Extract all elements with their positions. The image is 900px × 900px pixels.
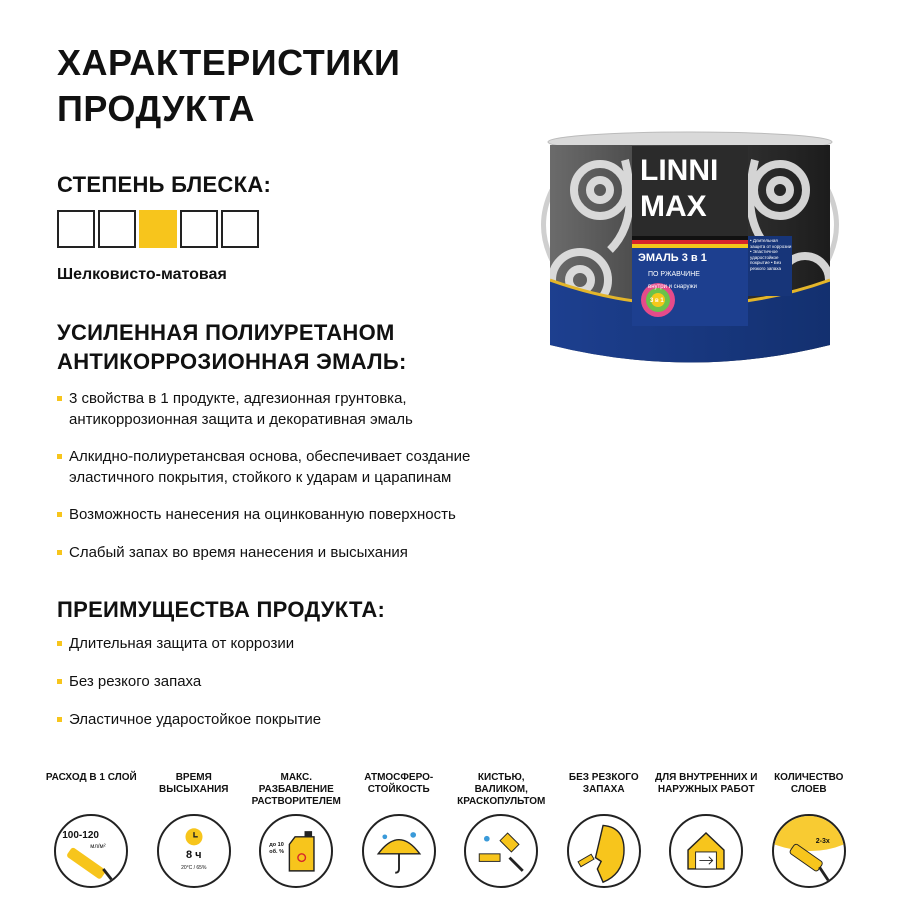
- feature-value: 8 ч: [185, 849, 202, 861]
- enamel-heading-line2: АНТИКОРРОЗИОННАЯ ЭМАЛЬ:: [57, 349, 407, 374]
- page-title-line2: ПРОДУКТА: [57, 88, 256, 129]
- product-badge: 3 в 1: [650, 298, 664, 304]
- feature-thinning: [245, 772, 348, 892]
- gloss-scale-box: [221, 210, 259, 248]
- gloss-heading: СТЕПЕНЬ БЛЕСКА:: [57, 172, 272, 197]
- gloss-scale-box: [139, 210, 177, 248]
- feature-odor: [553, 772, 656, 892]
- product-usage: внутри и снаружи: [648, 284, 697, 290]
- enamel-bullet-list: [57, 388, 537, 563]
- product-subtitle: ПО РЖАВЧИНЕ: [648, 271, 700, 278]
- feature-label: БЕЗ РЕЗКОГО ЗАПАХА: [568, 772, 639, 795]
- layers-roller-icon: [772, 814, 846, 888]
- list-item: Возможность нанесения на оцинкованную поверхность: [57, 504, 537, 525]
- gloss-scale-box: [180, 210, 218, 248]
- no-smell-icon: [567, 814, 641, 888]
- gloss-scale: [57, 210, 259, 248]
- enamel-heading: [57, 318, 407, 376]
- page-title: [57, 40, 400, 132]
- feature-value: 100-120: [62, 830, 99, 841]
- feature-label: КОЛИЧЕСТВО СЛОЕВ: [774, 772, 844, 795]
- roller-icon: [54, 814, 128, 888]
- feature-indoor-outdoor: [655, 772, 758, 892]
- list-item: 3 свойства в 1 продукте, адгезионная грунтовка, антикоррозионная защита и декоративная эмаль: [57, 388, 537, 430]
- feature-unit: мл/м²: [90, 844, 106, 850]
- feature-label: ВРЕМЯ ВЫСЫХАНИЯ: [158, 772, 229, 795]
- feature-unit: 20°С / 65%: [181, 865, 207, 871]
- feature-weather: [348, 772, 451, 892]
- feature-value: до 10 об. %: [269, 842, 284, 855]
- feature-row: [40, 772, 860, 892]
- advantages-heading: ПРЕИМУЩЕСТВА ПРОДУКТА:: [57, 597, 386, 622]
- product-name: ЭМАЛЬ 3 в 1: [638, 252, 707, 264]
- feature-label: АТМОСФЕРО-СТОЙКОСТЬ: [364, 772, 434, 795]
- gloss-scale-box: [98, 210, 136, 248]
- list-item: Эластичное ударостойкое покрытие: [57, 709, 537, 730]
- canister-icon: [259, 814, 333, 888]
- list-item: Без резкого запаха: [57, 671, 537, 692]
- list-item: Слабый запах во время нанесения и высыхания: [57, 542, 537, 563]
- page-title-line1: ХАРАКТЕРИСТИКИ: [57, 42, 401, 83]
- feature-application: [450, 772, 553, 892]
- feature-label: МАКС. РАЗБАВЛЕНИЕ РАСТВОРИТЕЛЕМ: [251, 772, 341, 807]
- clock-icon: [157, 814, 231, 888]
- feature-label: КИСТЬЮ, ВАЛИКОМ, КРАСКОПУЛЬТОМ: [457, 772, 546, 807]
- feature-coverage: [40, 772, 143, 892]
- gloss-scale-box: [57, 210, 95, 248]
- feature-label: РАСХОД В 1 СЛОЙ: [45, 772, 137, 783]
- tools-icon: [464, 814, 538, 888]
- list-item: Алкидно-полиуретансвая основа, обеспечивает создание эластичного покрытия, стойкого к ударам и царапинам: [57, 446, 537, 488]
- product-can-image: [540, 130, 840, 380]
- advantages-bullet-list: [57, 633, 537, 730]
- enamel-heading-line1: УСИЛЕННАЯ ПОЛИУРЕТАНОМ: [57, 320, 395, 345]
- house-icon: [669, 814, 743, 888]
- brand-line2: MAX: [640, 190, 707, 223]
- feature-drying: [143, 772, 246, 892]
- product-side-text: • Длительная защита от коррозии • Эластичное ударостойкое покрытие • Без резкого запаха: [750, 238, 792, 271]
- list-item: Длительная защита от коррозии: [57, 633, 537, 654]
- umbrella-icon: [362, 814, 436, 888]
- feature-value: 2-3х: [815, 838, 830, 845]
- feature-layers: [758, 772, 861, 892]
- gloss-value-label: Шелковисто-матовая: [57, 266, 227, 283]
- feature-label: ДЛЯ ВНУТРЕННИХ И НАРУЖНЫХ РАБОТ: [655, 772, 758, 795]
- brand-line1: LINNI: [640, 154, 719, 187]
